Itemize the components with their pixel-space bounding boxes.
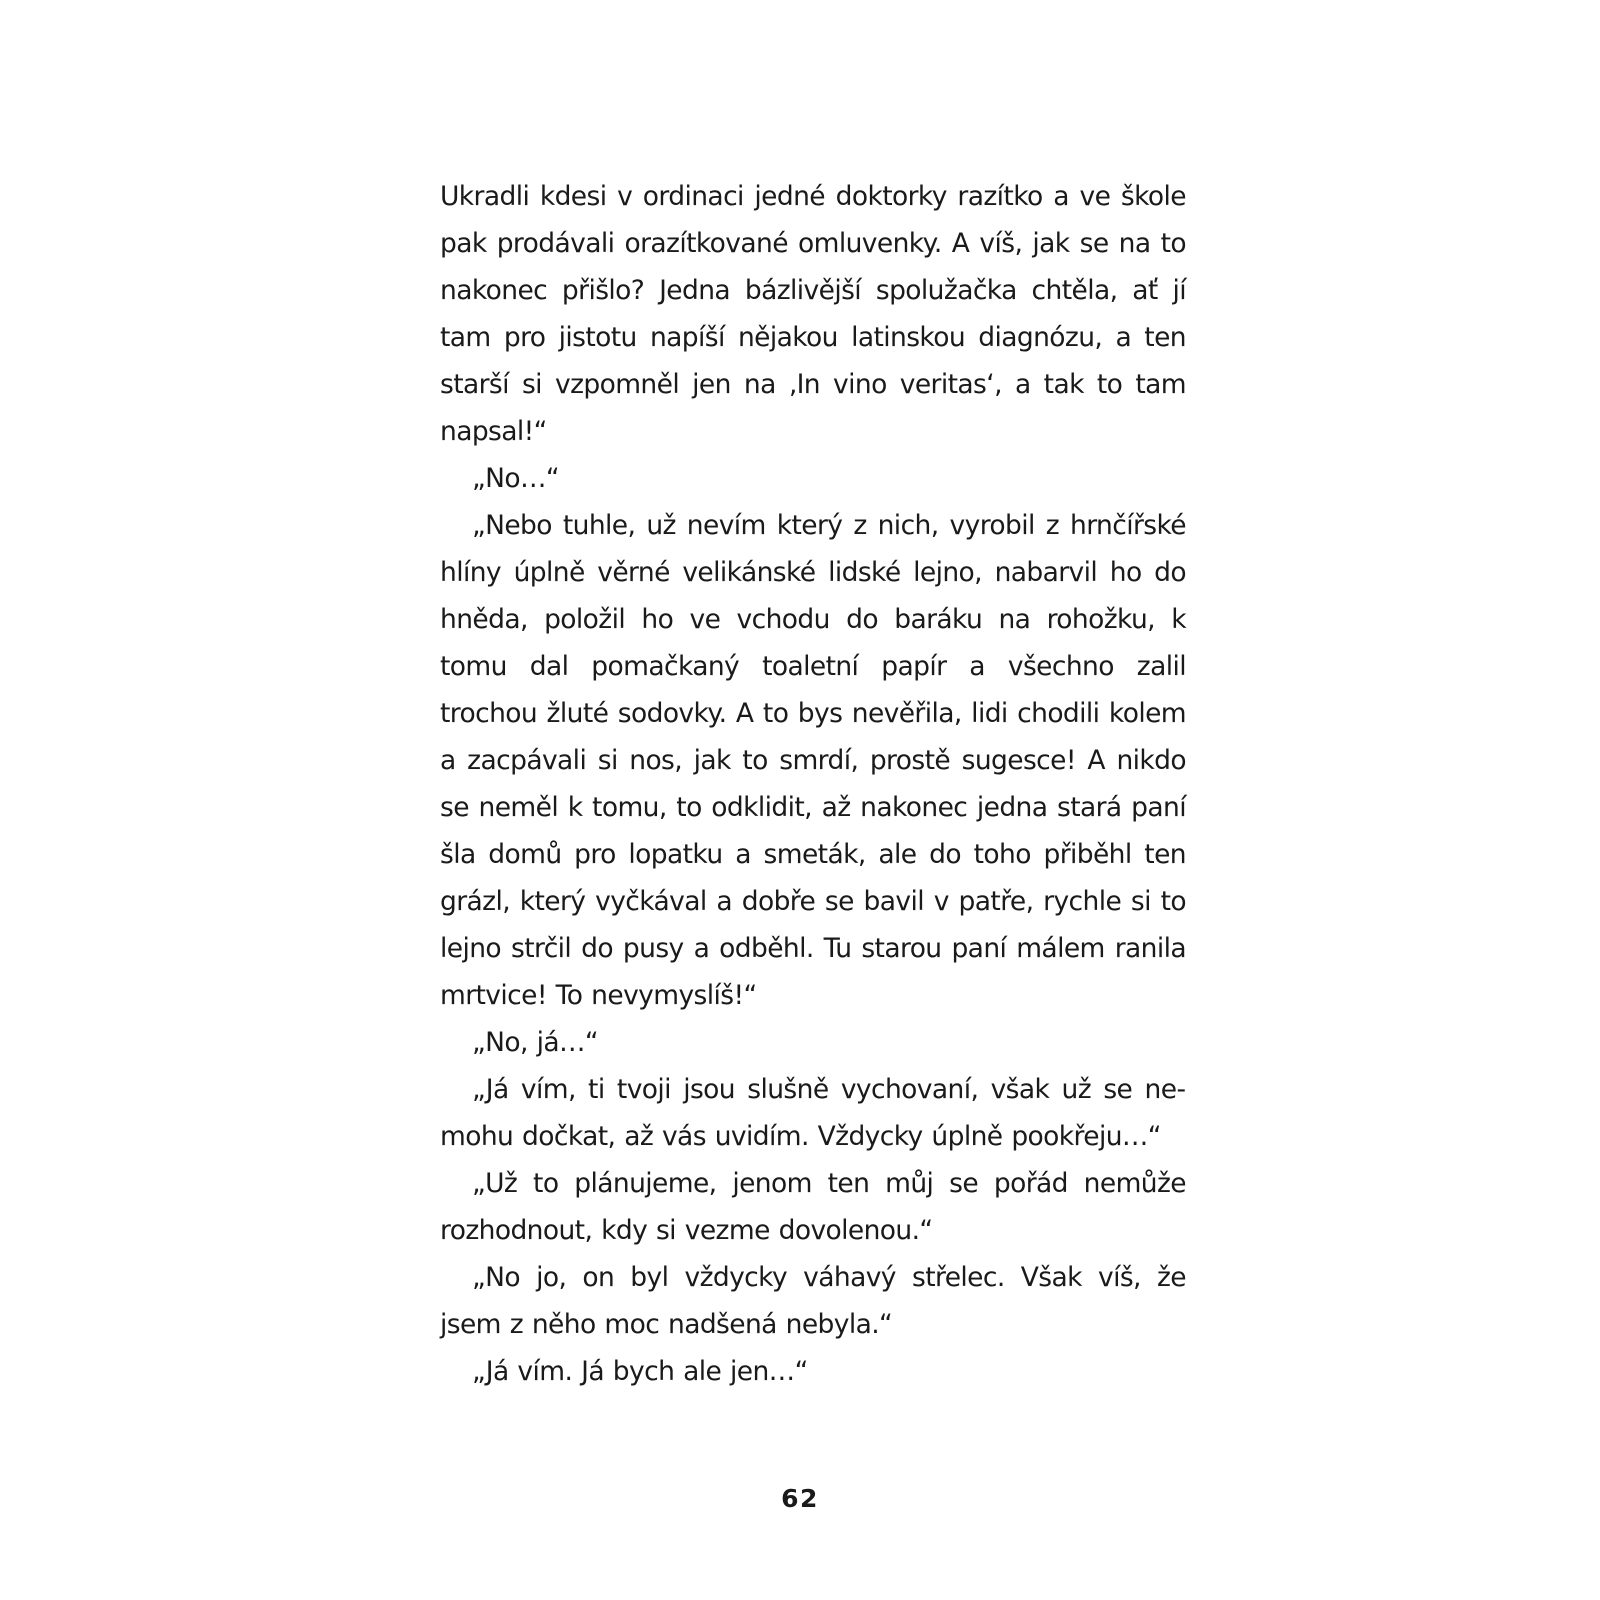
- paragraph: „No, já…“: [472, 1027, 599, 1058]
- paragraph: „No jo, on byl vždycky váhavý střelec. Však víš, že jsem z něho moc nadšená nebyla.“: [440, 1262, 1186, 1340]
- paragraph: „Už to plánujeme, jenom ten můj se pořád nemůže rozhodnout, kdy si vezme dovolenou.“: [440, 1168, 1186, 1246]
- page-number: 62: [781, 1484, 819, 1513]
- body-text: [440, 173, 1186, 1395]
- paragraph: „Já vím, ti tvoji jsou slušně vychovaní, však už se nemohu dočkat, až vás uvidím. Vždycky úplně pookřeju…“: [440, 1074, 1186, 1152]
- paragraph: „Nebo tuhle, už nevím který z nich, vyrobil z hrnčířské hlíny úplně věrné velikánské lidské lejno, nabarvil ho do hněda, položil ho ve vchodu do baráku na rohožku, k tomu dal pomačkaný toaletní papír a všechno zalil trochou žluté sodovky. A to bys nevěřila, lidi chodili kolem a zacpávali si nos, jak to smrdí, prostě sugesce! A nikdo se neměl k tomu, to odklidit, až nakonec jedna stará paní šla domů pro lopatku a smeták, ale do toho přiběhl ten grázl, který vyčkával a dobře se bavil v patře, rychle si to lejno strčil do pusy a odběhl. Tu starou paní málem ranila mrtvice! To nevymyslíš!“: [440, 510, 1186, 1011]
- paragraph: „No…“: [472, 463, 559, 494]
- paragraph: „Já vím. Já bych ale jen…“: [472, 1356, 808, 1387]
- paragraph: Ukradli kdesi v ordinaci jedné doktorky razítko a ve škole pak prodávali orazítkované omluvenky. A víš, jak se na to nakonec přišlo? Jedna bázlivější spolužačka chtěla, ať jí tam pro jistotu napíší nějakou latinskou diagnózu, a ten starší si vzpomněl jen na ‚In vino veritas‘, a tak to tam napsal!“: [440, 181, 1186, 447]
